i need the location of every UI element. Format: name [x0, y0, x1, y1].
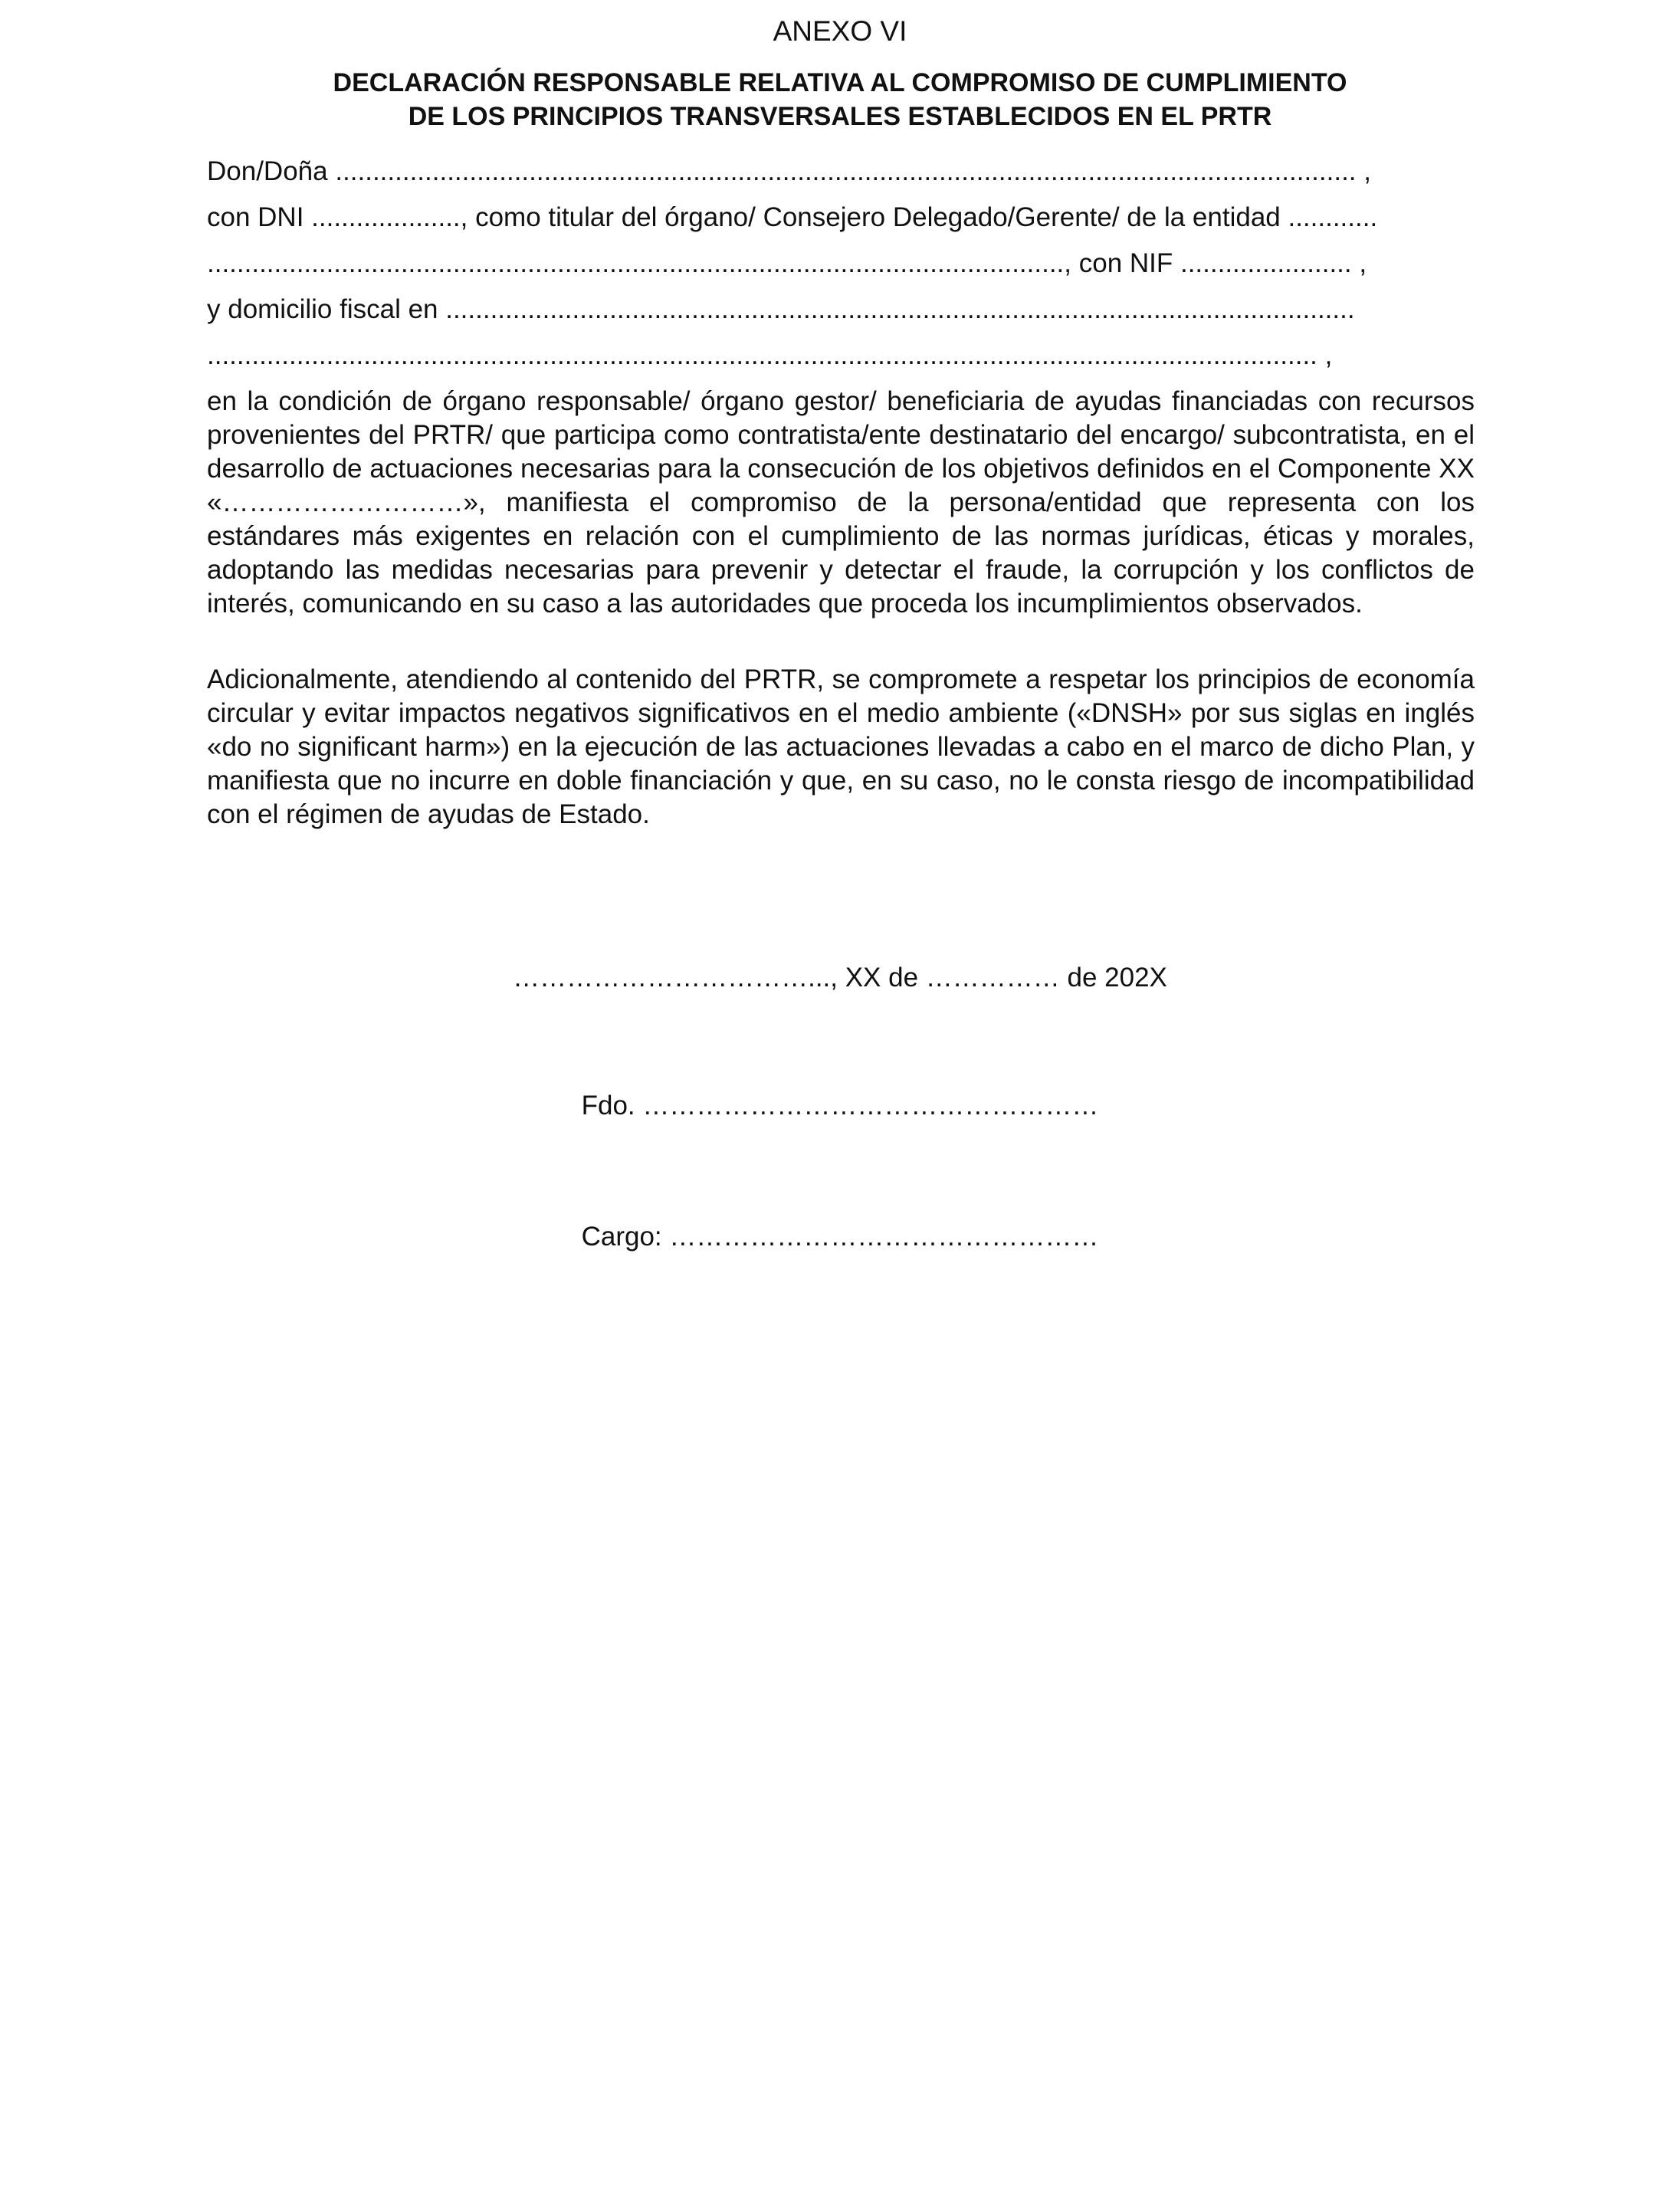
title-line-2: DE LOS PRINCIPIOS TRANSVERSALES ESTABLECIDOS EN EL PRTR [408, 102, 1272, 131]
document-title [0, 66, 1680, 133]
dnsh-paragraph: Adicionalmente, atendiendo al contenido del PRTR, se compromete a respetar los principios de economía circular y evitar impactos negativos significativos en el medio ambiente («DNSH» por sus siglas en inglés «do no significant harm») en la ejecución de las actuaciones llevadas a cabo en el marco de dicho Plan, y manifiesta que no incurre en doble financiación y que, en su caso, no le consta riesgo de incompatibilidad con el régimen de ayudas de Estado. [207, 664, 1475, 829]
form-line-domicile: y domicilio fiscal en .......................................................................................................................... [207, 294, 1355, 324]
form-line-dni: con DNI ...................., como titular del órgano/ Consejero Delegado/Gerente/ de la entidad ............ [207, 202, 1378, 232]
commitment-paragraph: en la condición de órgano responsable/ órgano gestor/ beneficiaria de ayudas financiadas con recursos provenientes del PRTR/ que participa como contratista/ente destinatario del encargo/ subcontratista, en el desarrollo de actuaciones necesarias para la consecución de los objetivos definidos en el Componente XX «………………………», manifiesta el compromiso de la persona/entidad que representa con los estándares más exigentes en relación con el cumplimiento de las normas jurídicas, éticas y morales, adoptando las medidas necesarias para prevenir y detectar el fraude, la corrupción y los conflictos de interés, comunicando en su caso a las autoridades que proceda los incumplimientos observados. [207, 386, 1475, 618]
position-line: Cargo: ………………………………………… [581, 1222, 1099, 1252]
form-line-domicile-continued: ..................................................................................................................................................... , [207, 340, 1333, 370]
place-date-line: ……………………………..., XX de …………… de 202X [513, 963, 1167, 993]
title-line-1: DECLARACIÓN RESPONSABLE RELATIVA AL COMPROMISO DE CUMPLIMIENTO [333, 68, 1347, 97]
form-line-name: Don/Doña ......................................................................................................................................... , [207, 156, 1371, 186]
signature-line: Fdo. …………………………………………… [581, 1091, 1099, 1120]
annex-heading: ANEXO VI [773, 15, 907, 47]
form-line-nif: ..................................................................................................................., con NIF ....................... , [207, 248, 1367, 278]
